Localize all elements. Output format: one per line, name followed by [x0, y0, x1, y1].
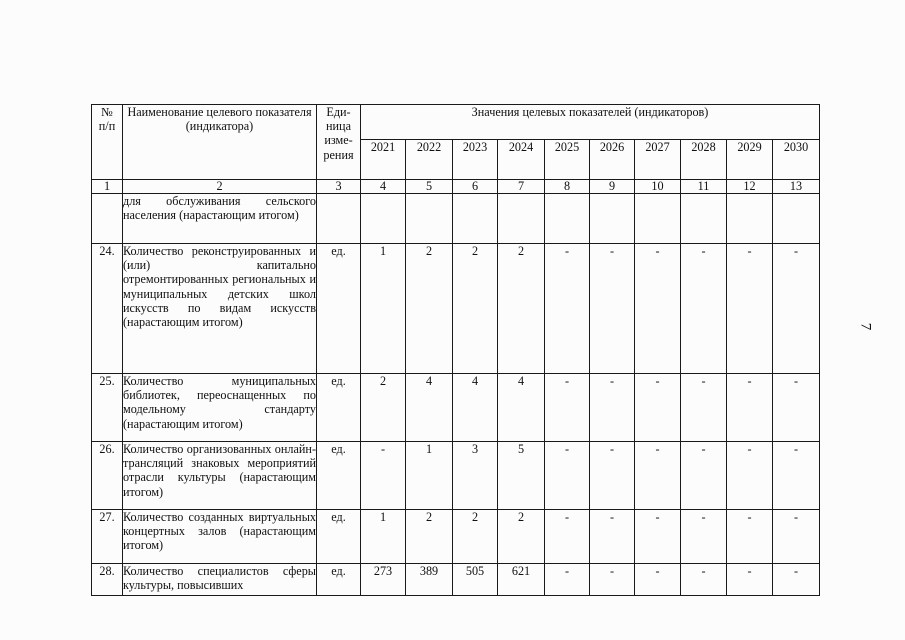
unit-of-measure: ед. [317, 510, 361, 564]
year-header: 2026 [590, 140, 635, 180]
indicator-value: - [727, 244, 773, 374]
table-row [92, 244, 820, 374]
indicator-value [545, 194, 590, 244]
indicator-value: 2 [406, 510, 453, 564]
column-number: 8 [545, 180, 590, 194]
table-row [92, 442, 820, 510]
indicator-name: Количество реконструированных и (или) капитально отремонтированных региональных и муниципальных детских школ искусств по видам искусств (нарастающим итогом) [123, 244, 317, 374]
indicator-value: - [681, 564, 727, 596]
indicator-value: - [635, 374, 681, 442]
header-row [92, 105, 820, 140]
row-number: 27. [92, 510, 123, 564]
indicator-value: 5 [498, 442, 545, 510]
indicator-value: - [773, 564, 820, 596]
unit-of-measure: ед. [317, 244, 361, 374]
indicator-value: - [590, 442, 635, 510]
year-header: 2030 [773, 140, 820, 180]
indicator-value: - [545, 564, 590, 596]
indicator-value: - [681, 374, 727, 442]
indicator-value: 1 [361, 510, 406, 564]
indicator-value: - [727, 510, 773, 564]
indicator-value: 2 [498, 244, 545, 374]
year-header: 2022 [406, 140, 453, 180]
column-number: 4 [361, 180, 406, 194]
column-number: 5 [406, 180, 453, 194]
row-number: 26. [92, 442, 123, 510]
indicator-value: - [773, 374, 820, 442]
year-header: 2023 [453, 140, 498, 180]
column-number: 7 [498, 180, 545, 194]
indicator-value: - [590, 374, 635, 442]
indicator-value [498, 194, 545, 244]
indicator-value: - [681, 244, 727, 374]
column-header-number: № п/п [92, 105, 123, 180]
indicator-value: 2 [406, 244, 453, 374]
year-header: 2021 [361, 140, 406, 180]
indicator-value: - [590, 564, 635, 596]
table-row [92, 194, 820, 244]
year-header: 2024 [498, 140, 545, 180]
column-number: 6 [453, 180, 498, 194]
column-header-name: Наименование целевого показателя (индикатора) [123, 105, 317, 180]
indicator-value: 621 [498, 564, 545, 596]
indicator-value [635, 194, 681, 244]
indicator-value: - [727, 564, 773, 596]
indicator-value: - [635, 510, 681, 564]
column-number: 1 [92, 180, 123, 194]
indicator-value [681, 194, 727, 244]
indicator-value: - [635, 564, 681, 596]
indicator-value: - [361, 442, 406, 510]
indicator-value: - [773, 510, 820, 564]
page-number: 7 [857, 322, 874, 331]
indicator-value [406, 194, 453, 244]
indicator-value: 2 [498, 510, 545, 564]
row-number [92, 194, 123, 244]
column-number: 13 [773, 180, 820, 194]
indicator-value [773, 194, 820, 244]
row-number: 24. [92, 244, 123, 374]
indicator-value: 2 [361, 374, 406, 442]
indicator-value: 1 [361, 244, 406, 374]
indicator-value [361, 194, 406, 244]
column-header-values: Значения целевых показателей (индикаторов) [361, 105, 820, 140]
indicator-value: - [545, 442, 590, 510]
indicator-value: 4 [406, 374, 453, 442]
indicator-name: Количество муниципальных библиотек, переоснащенных по модельному стандарту (нарастающим итогом) [123, 374, 317, 442]
indicator-value [727, 194, 773, 244]
indicator-value: 273 [361, 564, 406, 596]
indicator-name: Количество организованных онлайн-трансляций знаковых мероприятий отрасли культуры (нарастающим итогом) [123, 442, 317, 510]
indicator-name: для обслуживания сельского населения (нарастающим итогом) [123, 194, 317, 244]
column-number: 12 [727, 180, 773, 194]
unit-of-measure: ед. [317, 442, 361, 510]
table-body [92, 194, 820, 596]
year-header: 2029 [727, 140, 773, 180]
indicator-value: - [545, 374, 590, 442]
column-numbers-row [92, 180, 820, 194]
indicator-value: 389 [406, 564, 453, 596]
indicator-value: 2 [453, 244, 498, 374]
column-number: 10 [635, 180, 681, 194]
indicator-value: - [727, 442, 773, 510]
indicator-value [453, 194, 498, 244]
indicators-table [91, 104, 820, 596]
indicator-value: - [545, 244, 590, 374]
indicator-value: - [773, 442, 820, 510]
indicator-value: - [681, 442, 727, 510]
indicator-value: - [773, 244, 820, 374]
indicator-value: - [590, 244, 635, 374]
row-number: 28. [92, 564, 123, 596]
year-header: 2027 [635, 140, 681, 180]
indicator-value: 1 [406, 442, 453, 510]
indicator-value: - [590, 510, 635, 564]
table-row [92, 564, 820, 596]
unit-of-measure: ед. [317, 564, 361, 596]
indicator-value: - [545, 510, 590, 564]
indicator-value: 3 [453, 442, 498, 510]
column-number: 11 [681, 180, 727, 194]
unit-of-measure: ед. [317, 374, 361, 442]
table-row [92, 374, 820, 442]
table-row [92, 510, 820, 564]
column-header-unit: Еди- ница изме- рения [317, 105, 361, 180]
year-header: 2028 [681, 140, 727, 180]
indicator-value: - [681, 510, 727, 564]
column-number: 9 [590, 180, 635, 194]
column-number: 3 [317, 180, 361, 194]
indicator-name: Количество созданных виртуальных концертных залов (нарастающим итогом) [123, 510, 317, 564]
year-header: 2025 [545, 140, 590, 180]
indicator-value: 2 [453, 510, 498, 564]
column-number: 2 [123, 180, 317, 194]
indicator-name: Количество специалистов сферы культуры, повысивших [123, 564, 317, 596]
indicator-value: - [635, 244, 681, 374]
indicator-value: 4 [498, 374, 545, 442]
indicator-value: - [727, 374, 773, 442]
indicator-value: 505 [453, 564, 498, 596]
indicator-value: - [635, 442, 681, 510]
indicator-value: 4 [453, 374, 498, 442]
row-number: 25. [92, 374, 123, 442]
unit-of-measure [317, 194, 361, 244]
indicator-value [590, 194, 635, 244]
